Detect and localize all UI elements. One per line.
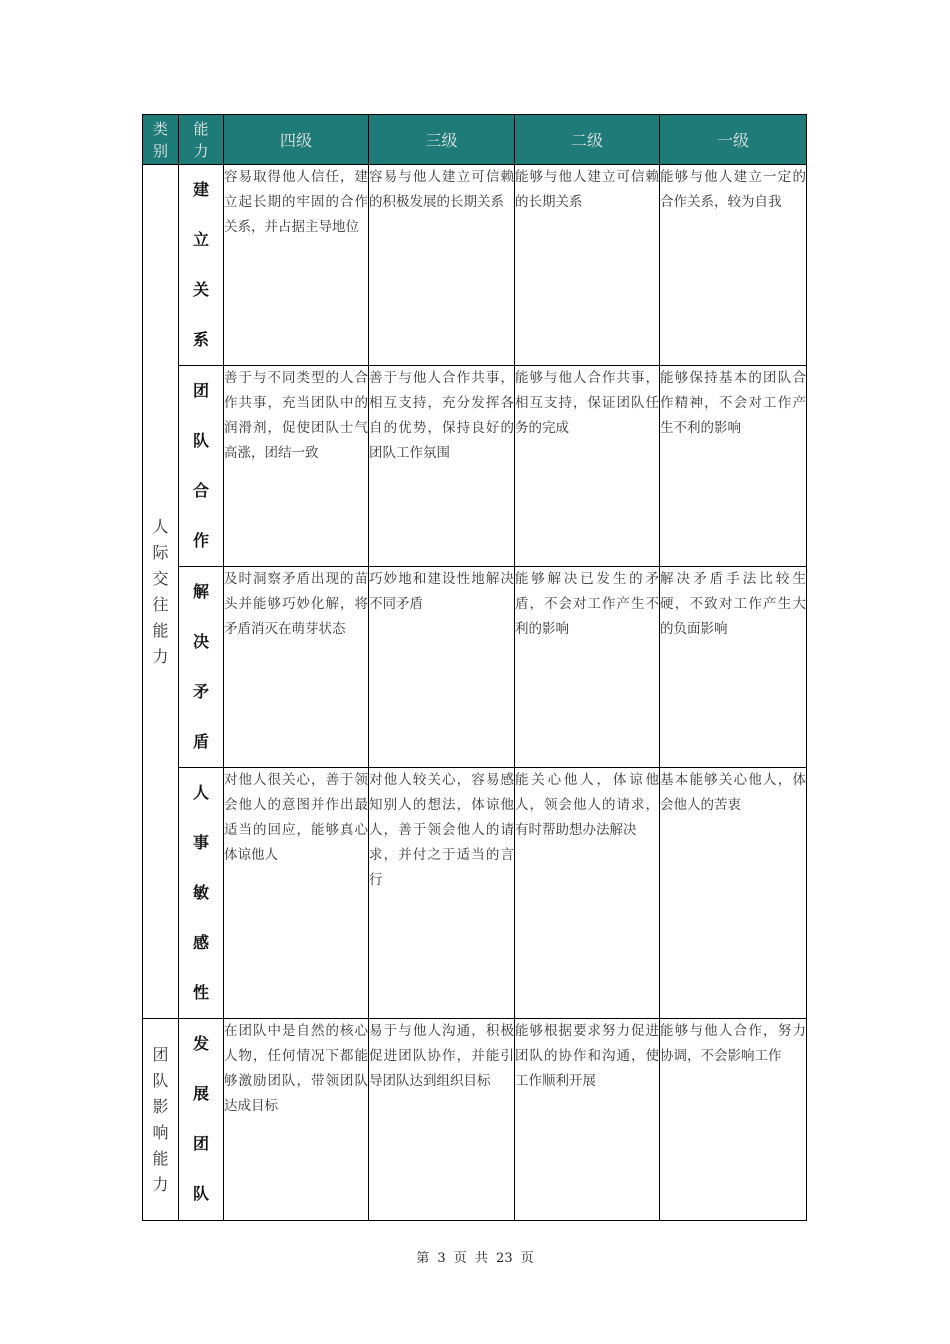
ability-cell: 人事敏感性 (179, 768, 224, 1019)
table-row (143, 1019, 807, 1221)
level-2-cell: 能够与他人建立可信赖的长期关系 (515, 165, 660, 366)
table-row (143, 567, 807, 768)
level-4-cell: 对他人很关心，善于领会他人的意图并作出最适当的回应，能够真心体谅他人 (224, 768, 369, 1019)
competency-table (142, 114, 807, 1221)
category-cell: 人际交往能力 (143, 165, 179, 1019)
ability-cell: 建立关系 (179, 165, 224, 366)
ability-cell: 发展团队 (179, 1019, 224, 1221)
level-3-cell: 巧妙地和建设性地解决不同矛盾 (369, 567, 515, 768)
table-row (143, 768, 807, 1019)
level-3-cell: 善于与他人合作共事，相互支持，充分发挥各自的优势，保持良好的团队工作氛围 (369, 366, 515, 567)
page-number-footer: 第 3 页 共 23 页 (416, 1251, 534, 1266)
level-3-cell: 容易与他人建立可信赖的积极发展的长期关系 (369, 165, 515, 366)
level-4-cell: 及时洞察矛盾出现的苗头并能够巧妙化解，将矛盾消灭在萌芽状态 (224, 567, 369, 768)
table-row (143, 366, 807, 567)
header-category: 类别 (143, 115, 179, 165)
level-4-cell: 善于与不同类型的人合作共事，充当团队中的润滑剂，促使团队士气高涨，团结一致 (224, 366, 369, 567)
header-level-1: 一级 (660, 115, 807, 165)
table-row (143, 165, 807, 366)
level-1-cell: 能够与他人建立一定的合作关系，较为自我 (660, 165, 807, 366)
header-level-3: 三级 (369, 115, 515, 165)
level-1-cell: 基本能够关心他人，体会他人的苦衷 (660, 768, 807, 1019)
level-3-cell: 对他人较关心，容易感知别人的想法，体谅他人，善于领会他人的请求，并付之于适当的言行 (369, 768, 515, 1019)
level-3-cell: 易于与他人沟通，积极促进团队协作，并能引导团队达到组织目标 (369, 1019, 515, 1221)
level-2-cell: 能够根据要求努力促进团队的协作和沟通，使工作顺利开展 (515, 1019, 660, 1221)
level-1-cell: 能够与他人合作，努力协调，不会影响工作 (660, 1019, 807, 1221)
level-1-cell: 能够保持基本的团队合作精神，不会对工作产生不利的影响 (660, 366, 807, 567)
header-ability: 能力 (179, 115, 224, 165)
level-1-cell: 解决矛盾手法比较生硬，不致对工作产生大的负面影响 (660, 567, 807, 768)
header-level-2: 二级 (515, 115, 660, 165)
category-cell: 团队影响能力 (143, 1019, 179, 1221)
ability-cell: 团队合作 (179, 366, 224, 567)
header-level-4: 四级 (224, 115, 369, 165)
level-4-cell: 容易取得他人信任，建立起长期的牢固的合作关系，并占据主导地位 (224, 165, 369, 366)
header-row (143, 115, 807, 165)
ability-cell: 解决矛盾 (179, 567, 224, 768)
level-4-cell: 在团队中是自然的核心人物，任何情况下都能够激励团队，带领团队达成目标 (224, 1019, 369, 1221)
level-2-cell: 能够与他人合作共事，相互支持，保证团队任务的完成 (515, 366, 660, 567)
level-2-cell: 能够解决已发生的矛盾，不会对工作产生不利的影响 (515, 567, 660, 768)
level-2-cell: 能关心他人，体谅他人，领会他人的请求，有时帮助想办法解决 (515, 768, 660, 1019)
